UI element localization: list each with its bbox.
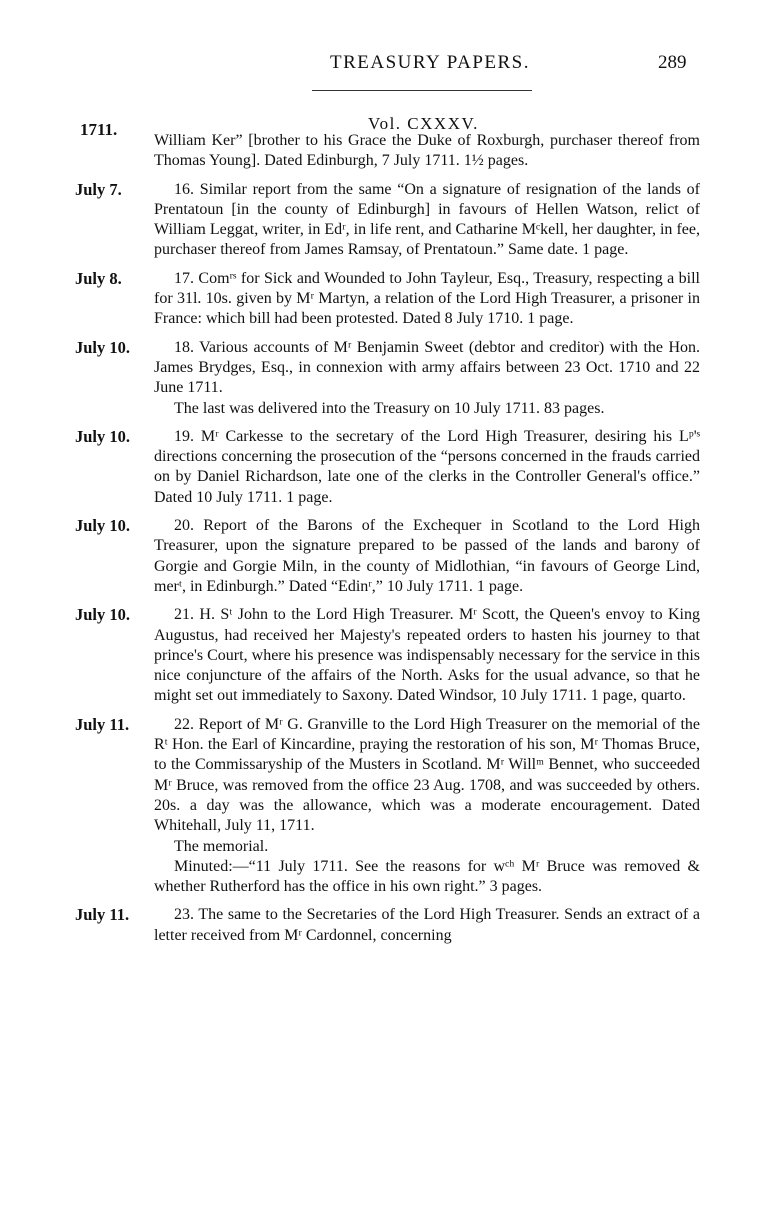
entry-paragraph: 21. H. Sᵗ John to the Lord High Treasurer. Mʳ Scott, the Queen's envoy to King Augustus, had received her Majesty's repeated orders to hasten his journey to that prince's Court, where his presence was indispensably necessary for the service in this nice conjuncture of the affairs of the North. Asks for the usual advance, so that he might set out immediately to Saxony. Dated Windsor, 10 July 1711. 1 page, quarto. (154, 606, 700, 705)
entry-paragraph: 23. The same to the Secretaries of the Lord High Treasurer. Sends an extract of a letter received from Mʳ Cardonnel, concerning (154, 906, 700, 944)
header-rule (312, 90, 532, 91)
entry-date: July 8. (75, 268, 122, 288)
entry-paragraph: Minuted:—“11 July 1711. See the reasons for wᶜʰ Mʳ Bruce was removed & whether Rutherford has the office in his own right.” 3 pages. (154, 857, 700, 896)
page-number: 289 (658, 52, 687, 73)
entry-17 (0, 269, 770, 330)
entry-21 (0, 605, 770, 706)
entry-paragraph: 16. Similar report from the same “On a signature of resignation of the lands of Prentatoun [in the county of Edinburgh] in favours of Hellen Watson, relict of William Leggat, writer, in Edʳ, in life rent, and Catharine Mᶜkell, her daughter, in fee, purchaser thereof from James Ramsay, of Prentatoun.” Same date. 1 page. (154, 180, 700, 259)
entries-list (0, 131, 770, 954)
entry-paragraph: 17. Comʳˢ for Sick and Wounded to John Tayleur, Esq., Treasury, respecting a bill for 31l. 10s. given by Mʳ Martyn, a relation of the Lord High Treasurer, a prisoner in France: which bill had been protested. Dated 8 July 1710. 1 page. (154, 269, 700, 328)
entry-paragraph: 22. Report of Mʳ G. Granville to the Lord High Treasurer on the memorial of the Rᵗ Hon. the Earl of Kincardine, praying the restoration of his son, Mʳ Thomas Bruce, to the Commissaryship of the Musters in Scotland. Mʳ Willᵐ Bennet, who succeeded Mʳ Bruce, was removed from the office 23 Aug. 1708, and was succeeded by others. 20s. a day was the allowance, which was a moderate encouragement. Dated Whitehall, July 11, 1711. (154, 715, 700, 835)
entry-paragraph: The memorial. (174, 837, 269, 855)
entry-paragraph: The last was delivered into the Treasury on 10 July 1711. 83 pages. (174, 399, 605, 417)
entry-paragraph: 20. Report of the Barons of the Exchequer in Scotland to the Lord High Treasurer, upon the signature prepared to be passed of the lands and barony of Gorgie and Gorgie Miln, in the county of Midlothian, “in favours of George Lind, merᵗ, in Edinburgh.” Dated “Edinʳ,” 10 July 1711. 1 page. (154, 517, 700, 595)
entry-22 (0, 715, 770, 898)
page-header (0, 52, 770, 82)
entry-continuation (0, 131, 770, 172)
entry-date: July 10. (75, 605, 131, 625)
entry-paragraph: William Ker” [brother to his Grace the Duke of Roxburgh, purchaser thereof from Thomas Young]. Dated Edinburgh, 7 July 1711. 1½ pages. (154, 132, 700, 170)
entry-date: July 10. (75, 337, 131, 357)
entry-paragraph: 19. Mʳ Carkesse to the secretary of the Lord High Treasurer, desiring his Lᵖ'ˢ directions concerning the prosecution of the “persons concerned in the frauds carried on by Daniel Richardson, late one of the clerks in the Controller General's office.” Dated 10 July 1711. 1 page. (154, 427, 700, 506)
entry-16 (0, 180, 770, 261)
running-title: TREASURY PAPERS. (330, 52, 530, 73)
entry-20 (0, 516, 770, 597)
entry-19 (0, 427, 770, 508)
entry-18 (0, 338, 770, 419)
entry-date: July 11. (75, 714, 130, 734)
entry-23 (0, 905, 770, 946)
entry-date: July 7. (75, 179, 122, 199)
year-marginal: 1711. (80, 120, 118, 139)
volume-heading: Vol. CXXXV. (368, 114, 479, 133)
entry-paragraph: 18. Various accounts of Mʳ Benjamin Sweet (debtor and creditor) with the Hon. James Brydges, Esq., in connexion with army affairs between 23 Oct. 1710 and 22 June 1711. (154, 338, 700, 397)
entry-date: July 11. (75, 905, 130, 925)
entry-date: July 10. (75, 516, 131, 536)
entry-date: July 10. (75, 426, 131, 446)
